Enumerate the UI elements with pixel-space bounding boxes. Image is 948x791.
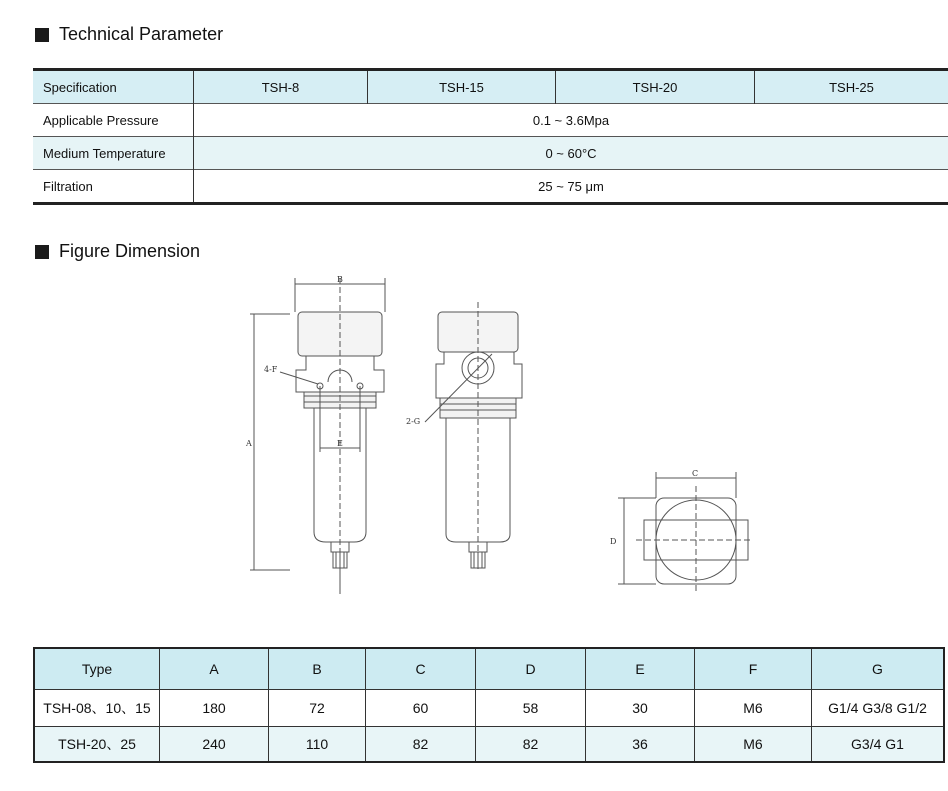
column-header: B xyxy=(269,648,366,690)
dimension-label-fg: 4-F xyxy=(264,365,278,374)
dimension-label-d: D xyxy=(610,537,617,546)
dimension-label-b: B xyxy=(337,275,343,284)
model-header: TSH-20 xyxy=(556,70,755,104)
table-cell: 72 xyxy=(269,690,366,727)
dimension-label-e: E xyxy=(337,439,343,448)
table-row xyxy=(34,727,944,763)
table-row xyxy=(33,170,948,204)
dimension-label-g: 2-G xyxy=(406,417,421,426)
table-cell: G1/4 G3/8 G1/2 xyxy=(812,690,945,727)
column-header: F xyxy=(695,648,812,690)
table-cell: 36 xyxy=(586,727,695,763)
table-cell: TSH-20、25 xyxy=(34,727,160,763)
square-bullet-icon xyxy=(35,245,49,259)
column-header: Type xyxy=(34,648,160,690)
model-header: TSH-15 xyxy=(368,70,556,104)
table-row xyxy=(33,70,948,104)
row-value: 25 ~ 75 μm xyxy=(194,170,948,204)
dimension-label-a: A xyxy=(246,439,252,448)
table-cell: 58 xyxy=(476,690,586,727)
figure-dimension-heading xyxy=(35,241,200,262)
model-header: TSH-25 xyxy=(755,70,948,104)
table-row xyxy=(33,104,948,137)
table-cell: G3/4 G1 xyxy=(812,727,945,763)
model-header: TSH-8 xyxy=(194,70,368,104)
table-row xyxy=(34,690,944,727)
table-cell: 60 xyxy=(366,690,476,727)
technical-parameter-title: Technical Parameter xyxy=(59,24,224,44)
row-value: 0 ~ 60°C xyxy=(194,137,948,170)
column-header: G xyxy=(812,648,945,690)
top-view xyxy=(618,472,750,592)
table-cell: TSH-08、10、15 xyxy=(34,690,160,727)
column-header: C xyxy=(366,648,476,690)
front-view xyxy=(250,278,385,594)
row-value: 0.1 ~ 3.6Mpa xyxy=(194,104,948,137)
table-cell: M6 xyxy=(695,690,812,727)
technical-parameter-table xyxy=(33,68,948,205)
table-cell: 82 xyxy=(366,727,476,763)
table-cell: 82 xyxy=(476,727,586,763)
filter-dimension-drawing xyxy=(240,272,750,607)
specification-header: Specification xyxy=(43,79,117,95)
technical-parameter-heading xyxy=(35,24,223,45)
table-cell: 240 xyxy=(160,727,269,763)
dimension-table xyxy=(33,647,945,763)
table-cell: 110 xyxy=(269,727,366,763)
column-header: D xyxy=(476,648,586,690)
row-label: Medium Temperature xyxy=(43,145,166,161)
table-cell: 180 xyxy=(160,690,269,727)
column-header: E xyxy=(586,648,695,690)
table-row xyxy=(33,137,948,170)
row-label: Filtration xyxy=(43,178,93,194)
figure-dimension-title: Figure Dimension xyxy=(59,241,201,261)
column-header: A xyxy=(160,648,269,690)
table-cell: M6 xyxy=(695,727,812,763)
row-label: Applicable Pressure xyxy=(43,112,159,128)
square-bullet-icon xyxy=(35,28,49,42)
table-row xyxy=(34,648,944,690)
side-view xyxy=(425,302,522,572)
dimension-label-c: C xyxy=(692,469,699,478)
table-cell: 30 xyxy=(586,690,695,727)
